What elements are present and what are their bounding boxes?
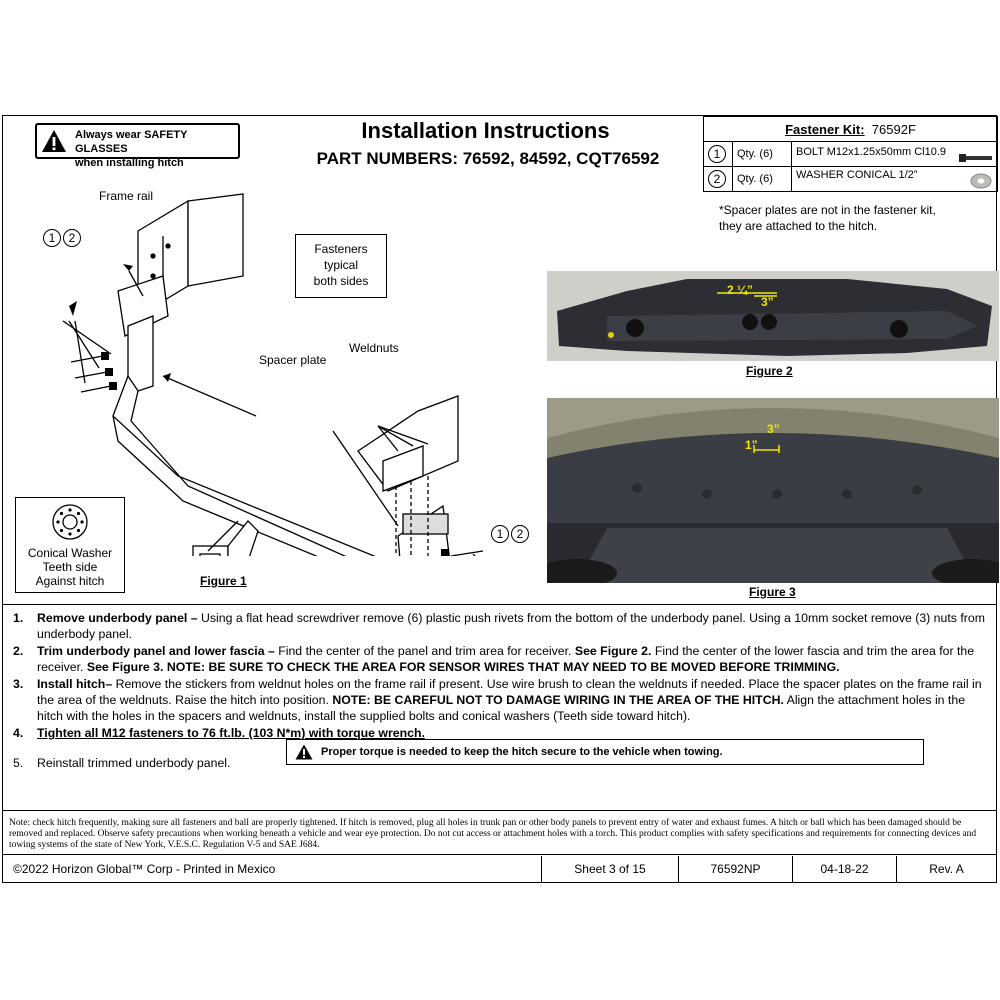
fasteners-line2: typical <box>323 258 358 272</box>
step-text: Find the center of the lower fascia and trim the area for the receiver. <box>37 644 975 674</box>
copyright: ©2022 Horizon Global™ Corp - Printed in Mexico <box>13 862 276 876</box>
step-title: Tighten all M12 fasteners to 76 ft.lb. (103 N*m) with torque wrench. <box>37 726 425 740</box>
spacer-plate-label: Spacer plate <box>259 353 327 367</box>
step-number: 3. <box>13 677 24 691</box>
frame-rail-label: Frame rail <box>99 189 154 203</box>
step-number: 2. <box>13 644 24 658</box>
step-number: 5. <box>13 756 24 770</box>
marker-1: 1 <box>43 229 61 247</box>
fastener-kit-number: 76592F <box>871 121 916 137</box>
step-reference: See Figure 3. NOTE: BE SURE TO CHECK THE AREA FOR SENSOR WIRES THAT MAY NEED TO BE MOVED BEFORE TRIMMING. <box>86 660 840 674</box>
divider <box>3 604 996 605</box>
item-marker: 1 <box>708 145 726 163</box>
marker-1: 1 <box>491 525 509 543</box>
warning-triangle-icon <box>295 744 313 760</box>
step-number: 1. <box>13 611 24 625</box>
washer-line2: Teeth side <box>42 560 98 574</box>
warning-triangle-icon <box>41 129 67 153</box>
fig2-dimension-2: 3” <box>761 295 774 309</box>
figure1-caption: Figure 1 <box>200 574 247 588</box>
list-item <box>11 610 991 642</box>
fig3-dimension-2: 3” <box>767 422 780 436</box>
conical-washer-icon <box>50 502 90 542</box>
marker-2: 2 <box>511 525 529 543</box>
figure3-caption: Figure 3 <box>749 585 796 599</box>
fastener-row <box>704 167 998 192</box>
part-numbers: PART NUMBERS: 76592, 84592, CQT76592 <box>316 149 660 168</box>
washer-line1: Conical Washer <box>27 546 113 560</box>
fasteners-line1: Fasteners <box>314 242 368 256</box>
step-title: Remove underbody panel – <box>37 611 198 625</box>
washer-icon <box>969 173 993 189</box>
step-text: Reinstall trimmed underbody panel. <box>37 756 231 770</box>
safety-notice-line1: Always wear SAFETY GLASSES <box>75 129 188 155</box>
step-text: Using a flat head screwdriver remove (6) plastic push rivets from the bottom of the underbody panel. Using a 10mm socket remove (3) nuts from underbody panel. <box>37 611 985 641</box>
divider <box>3 810 996 811</box>
fastener-kit-table <box>703 116 998 192</box>
step-note: NOTE: BE CAREFUL NOT TO DAMAGE WIRING IN THE AREA OF THE HITCH. <box>332 693 784 707</box>
safety-notice-line2: when installing hitch <box>75 157 184 169</box>
list-item <box>11 676 991 724</box>
item-qty: Qty. (6) <box>733 167 792 192</box>
date: 04-18-22 <box>792 856 896 882</box>
item-qty: Qty. (6) <box>733 142 792 167</box>
marker-2: 2 <box>63 229 81 247</box>
step-reference: See Figure 2. <box>574 644 652 658</box>
sheet-number: Sheet 3 of 15 <box>541 856 678 882</box>
step-title: Trim underbody panel and lower fascia – <box>37 644 275 658</box>
spacer-note <box>719 202 936 234</box>
item-description: WASHER CONICAL 1/2” <box>796 169 918 181</box>
safety-notice <box>35 123 240 169</box>
spacer-note-line2: they are attached to the hitch. <box>719 219 878 233</box>
step-text: Remove the stickers from weldnut holes on the frame rail if present. Use wire brush to clean the weldnuts if needed. Place the spacer plates on the frame rail in the area of the weldnuts. Raise the hitch into position. <box>37 677 982 707</box>
figure2-caption: Figure 2 <box>746 364 793 378</box>
step-text: Align the attachment holes in the hitch with the holes in the spacers and weldnuts, install the supplied bolts and conical washers (Teeth side toward hitch). <box>37 693 966 723</box>
fig2-dimension-1: 2 ¼” <box>727 283 754 297</box>
doc-number: 76592NP <box>678 856 792 882</box>
step-text: Find the center of the panel and trim area for receiver. <box>274 644 575 658</box>
washer-line3: Against hitch <box>35 574 105 588</box>
torque-warning-text: Proper torque is needed to keep the hitch secure to the vehicle when towing. <box>321 746 723 758</box>
fasteners-line3: both sides <box>313 274 369 288</box>
fig3-dimension-1: 1” <box>745 438 758 452</box>
spacer-note-line1: *Spacer plates are not in the fastener kit, <box>719 203 936 217</box>
fastener-row <box>704 142 998 167</box>
underbody-panel-image <box>547 271 999 361</box>
conical-washer-box <box>15 497 125 593</box>
step-number: 4. <box>13 726 24 740</box>
step-title: Install hitch– <box>37 677 113 691</box>
weldnuts-label: Weldnuts <box>349 341 399 355</box>
revision: Rev. A <box>896 856 996 882</box>
footnote: Note: check hitch frequently, making sure all fasteners and ball are properly tightened. If hitch is removed, plug all holes in trunk pan or other body panels to prevent entry of water and exhaust fumes. A hitch or ball which has been damaged should be removed and replaced. Observe safety precautions when working beneath a vehicle and wear eye protection. Do not cut access or attachment holes with a torch. This product complies with safety specifications and requirements for connecting devices and towing systems of the state of New York, V.E.S.C. Regulation V-5 and SAE J684. <box>9 818 977 850</box>
list-item <box>11 643 991 675</box>
divider <box>3 854 996 855</box>
torque-warning-box <box>286 739 924 765</box>
item-description: BOLT M12x1.25x50mm Cl10.9 <box>796 145 946 158</box>
page-title: Installation Instructions <box>361 118 610 143</box>
bolt-icon <box>959 153 993 163</box>
fastener-kit-label: Fastener Kit: <box>785 121 865 137</box>
fastener-kit-header <box>704 117 998 142</box>
figure2-photo <box>547 271 999 361</box>
item-marker: 2 <box>708 170 726 188</box>
instruction-sheet <box>2 115 997 883</box>
